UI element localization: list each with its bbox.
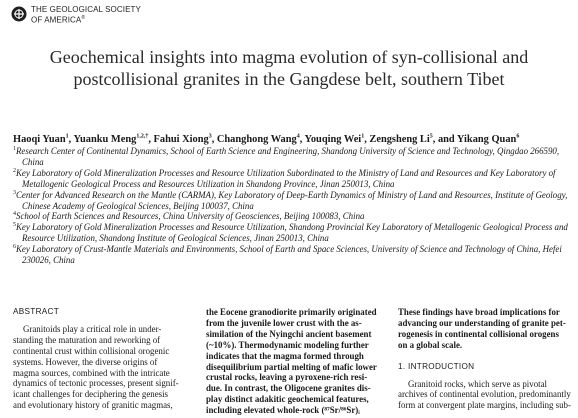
abstract-line: and evolutionary history of granitic magmas, [13, 400, 173, 411]
affiliation-text: Research Center of Continental Dynamics, School of Earth Science and Engineering, Shandong University of Science and Technology, Qingdao 266590, China [16, 146, 560, 167]
introduction-line: Granitoid rocks, which serve as pivotal [408, 378, 548, 389]
affiliation-number: 2 [13, 167, 16, 174]
abstract-line: icant challenges for deciphering the genesis [13, 389, 169, 400]
abstract-line: systems. However, the diverse origins of [13, 356, 158, 367]
author-list: Haoqi Yuan$^1$, Yuanku Meng$^{1,2,\dagger}$, Fahui Xiong$^3$, Changhong Wang$^4$, Youqing Wei$^1$, Zengsheng Li$^5$, and Yikang Quan$^6$ [13, 133, 520, 145]
abstract-line: including elevated whole-rock (⁸⁷Sr/⁸⁶Sr)ᵢ [206, 405, 360, 416]
affiliation [13, 146, 573, 168]
logo-wordmark [31, 5, 141, 25]
affiliation-number: 6 [13, 244, 16, 251]
abstract-line: similation of the Nyingchi ancient basement [206, 328, 372, 339]
author-affiliation-mark: 1 [361, 133, 365, 140]
abstract-line: These findings have broad implications for [398, 307, 560, 317]
abstract-column-1 [13, 307, 191, 411]
affiliation [13, 211, 573, 222]
affiliation-number: 4 [13, 211, 16, 218]
author-name: Yuanku Meng [73, 134, 137, 145]
abstract-line: magma sources, combined with the intricate [13, 367, 170, 378]
abstract-line: standing the maturation and reworking of [13, 334, 161, 345]
logo-line-2: OF AMERICA [31, 15, 82, 25]
abstract-line: crustal rocks, leaving a pyroxene-rich resi- [206, 372, 368, 383]
affiliation-text: Key Laboratory of Gold Mineralization Processes and Resource Utilization Subordinated to the Ministry of Land and Resources and Key Laboratory of Metallogenic Geological Process and Resources Utilization in Shandong Province, Jinan 250013, China [16, 167, 556, 189]
title-line-1: Geochemical insights into magma evolution of syn-collisional and [49, 47, 529, 67]
affiliation-number: 1 [13, 146, 16, 153]
abstract-line: continental crust within collisional orogenic [13, 345, 170, 356]
article-title [20, 46, 558, 90]
author-affiliation-mark: 4 [296, 133, 300, 140]
logo-registered-mark: ® [81, 15, 86, 21]
abstract-line: advancing our understanding of granite pet- [398, 317, 566, 328]
author-affiliation-mark: 1,2,† [136, 133, 149, 140]
introduction-heading: 1. INTRODUCTION [398, 361, 475, 371]
abstract-line: indicates that the magma formed through [206, 350, 364, 361]
author-affiliation-mark: 6 [516, 133, 520, 140]
abstract-line: from the juvenile lower crust with the as- [206, 317, 362, 328]
affiliation [13, 222, 573, 244]
affiliation-text: Key Laboratory of Crust-Mantle Materials and Environments, School of Earth and Space Sciences, University of Science and Technology of China, Hefei 230026, China [16, 244, 562, 266]
abstract-line: rogenesis in continental collisional orogens [398, 328, 559, 339]
author-affiliation-mark: 5 [429, 133, 433, 140]
abstract-line: Granitoids play a critical role in under- [23, 323, 162, 334]
author-affiliation-mark: 1 [65, 133, 69, 140]
abstract-heading: ABSTRACT [13, 307, 60, 316]
author-name: Yikang Quan [456, 134, 517, 145]
introduction-line: form at convergent plate margins, including sub- [398, 400, 571, 411]
abstract-line: on a global scale. [398, 339, 463, 350]
abstract-line: dynamics of tectonic processes, present signif- [13, 378, 179, 389]
author-name: Youqing Wei [304, 134, 362, 145]
author-name: Zengsheng Li [369, 134, 430, 145]
affiliation-text: School of Earth Sciences and Resources, China University of Geosciences, Beijing 100083, China [16, 211, 365, 222]
gsa-globe-icon [11, 6, 27, 22]
author-name: Changhong Wang [216, 134, 297, 145]
abstract-line: disequilibrium partial melting of mafic lower [206, 361, 377, 372]
affiliation [13, 190, 573, 212]
affiliation-text: Key Laboratory of Gold Mineralization Processes and Resource Utilization, Shandong Provincial Key Laboratory of Metallogenic Geological Process and Resource Utilization, Shandong Institute of Geological Sciences, Jinan 250013, China [16, 222, 568, 244]
abstract-line: (~10%). Thermodynamic modeling further [206, 339, 369, 350]
abstract-line: due. In contrast, the Oligocene granites dis- [206, 383, 371, 394]
affiliation [13, 244, 573, 266]
introduction-text [398, 379, 578, 412]
abstract-line: the Eocene granodiorite primarily originated [206, 307, 377, 317]
title-line-2: postcollisional granites in the Gangdese belt, southern Tibet [73, 69, 505, 89]
affiliation [13, 168, 573, 190]
affiliation-list [13, 146, 573, 266]
affiliation-number: 5 [13, 222, 16, 229]
author-name: Fahui Xiong [153, 134, 209, 145]
abstract-column-2 [206, 307, 382, 416]
introduction-line: archives of continental evolution, predominantly [398, 389, 571, 400]
author-affiliation-mark: 3 [208, 133, 212, 140]
publisher-logo[interactable] [11, 5, 161, 25]
logo-line-1: THE GEOLOGICAL SOCIETY [31, 5, 141, 14]
abstract-text-col1 [13, 324, 191, 411]
affiliation-number: 3 [13, 189, 16, 196]
abstract-text-col3 [398, 307, 578, 351]
author-name: Haoqi Yuan [13, 134, 66, 145]
affiliation-text: Center for Advanced Research on the Mantle (CARMA), Key Laboratory of Deep-Earth Dynamics of Ministry of Land and Resources, Institute of Geology, Chinese Academy of Geological Sciences, Beijing 100037, China [16, 189, 568, 211]
abstract-column-3 [398, 307, 578, 411]
abstract-line: play distinct adakitic geochemical features, [206, 394, 369, 405]
